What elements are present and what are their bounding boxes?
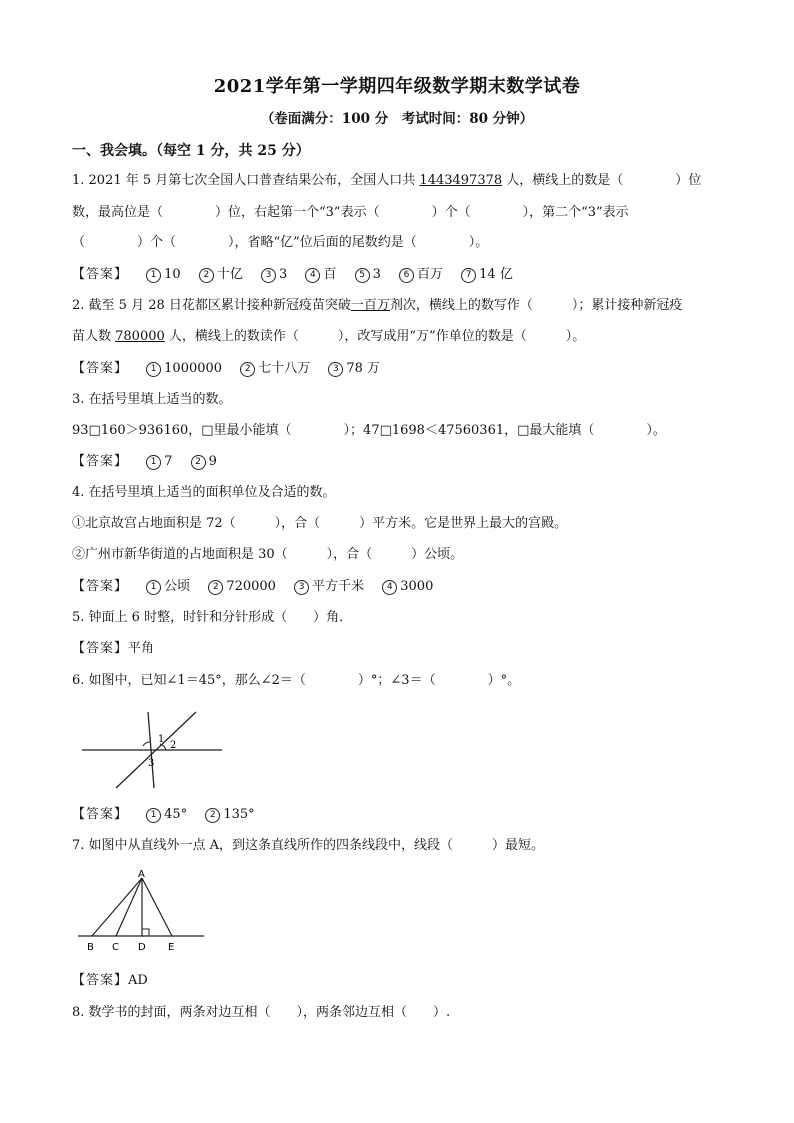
answer-item: [146, 265, 181, 285]
answer-item: [146, 359, 222, 379]
answer-number: 3: [294, 580, 309, 595]
answer-item: [208, 577, 276, 597]
q2-text: 2. 截至 5 月 28 日花都区累计接种新冠疫苗突破: [72, 298, 351, 313]
point-label-D: D: [138, 942, 146, 953]
answer-number: 2: [208, 580, 223, 595]
point-label-E: E: [168, 942, 175, 953]
q1-line3: （ ）个（ ），省略“亿”位后面的尾数约是（ ）。: [72, 235, 489, 250]
q2-underlined-text: 一百万: [350, 298, 390, 313]
answer-item: [146, 577, 190, 597]
answer-number: 1: [146, 362, 161, 377]
q6-answer: [72, 805, 722, 825]
segment-AE: [142, 878, 172, 936]
segment-AB: [92, 878, 142, 936]
answer-text: 1000000: [164, 361, 223, 376]
answer-item: [461, 265, 513, 285]
answer-number: 1: [146, 580, 161, 595]
answer-text: 7: [164, 454, 173, 469]
q4-line3: ②广州市新华街道的占地面积是 30（ ），合（ ）公顷。: [72, 547, 464, 562]
q6-line1: 6. 如图中，已知∠1＝45°，那么∠2＝（ ）°；∠3＝（ ）°。: [72, 673, 521, 688]
answer-number: 1: [146, 455, 161, 470]
q2-underlined-number: 780000: [115, 329, 165, 344]
answer-number: 4: [305, 268, 320, 283]
answer-label: 【答案】: [72, 579, 129, 594]
angle-label-3: 3: [148, 758, 155, 769]
answer-number: 1: [146, 268, 161, 283]
answer-text: 百: [323, 267, 337, 282]
answer-item: [328, 359, 380, 379]
angle-label-2: 2: [170, 740, 177, 751]
q7-answer: [72, 971, 722, 991]
answer-number: 3: [328, 362, 343, 377]
answer-text: 78 万: [346, 361, 381, 376]
q2-text: 苗人数: [72, 329, 116, 344]
right-angle-mark: [142, 929, 149, 936]
q5-answer: [72, 639, 722, 659]
page-subtitle: （卷面满分：100 分 考试时间：80 分钟）: [260, 111, 534, 127]
answer-number: 2: [240, 362, 255, 377]
answer-item: [399, 265, 443, 285]
answer-text: 135°: [223, 807, 255, 822]
answer-item: [240, 359, 310, 379]
q2-text: 剂次，横线上的数写作（ ）；累计接种新冠疫: [389, 298, 683, 313]
answer-text: 3: [372, 267, 381, 282]
segment-AC: [116, 878, 142, 936]
answer-text: AD: [128, 973, 148, 988]
q2-line1: [72, 296, 722, 316]
point-label-A: A: [138, 869, 145, 880]
answer-item: [382, 577, 433, 597]
answer-number: 4: [382, 580, 397, 595]
answer-label: 【答案】: [72, 973, 129, 988]
answer-label: 【答案】: [72, 807, 129, 822]
answer-number: 5: [355, 268, 370, 283]
answer-text: 平角: [128, 641, 155, 656]
answer-text: 百万: [417, 267, 444, 282]
answer-item: [205, 805, 254, 825]
q4-line1: 4. 在括号里填上适当的面积单位及合适的数。: [72, 485, 336, 500]
answer-label: 【答案】: [72, 361, 129, 376]
answer-item: [355, 265, 381, 285]
answer-text: 七十八万: [258, 361, 311, 376]
q2-answer: [72, 359, 722, 379]
q1-text: 1. 2021 年 5 月第七次全国人口普查结果公布，全国人口共: [72, 173, 420, 188]
q1-text: 人，横线上的数是（ ）位: [502, 173, 702, 188]
answer-item: [146, 452, 172, 472]
point-label-C: C: [112, 942, 119, 953]
answer-item: [305, 265, 336, 285]
answer-text: 公顷: [164, 579, 191, 594]
answer-number: 2: [199, 268, 214, 283]
q3-line2: 93□160＞936160，□里最小能填（ ）；47□1698＜47560361，□最大能填（ ）。: [72, 423, 666, 438]
angle-figure: [80, 708, 230, 790]
answer-text: 10: [164, 267, 181, 282]
q3-answer: [72, 452, 722, 472]
answer-text: 3: [279, 267, 288, 282]
section-heading: 一、我会填。（每空 1 分，共 25 分）: [72, 143, 310, 159]
answer-number: 2: [191, 455, 206, 470]
answer-number: 6: [399, 268, 414, 283]
answer-item: [199, 265, 243, 285]
answer-item: [294, 577, 364, 597]
answer-text: 平方千米: [312, 579, 365, 594]
answer-text: 45°: [164, 807, 188, 822]
q3-line1: 3. 在括号里填上适当的数。: [72, 392, 232, 407]
perpendicular-figure: [76, 866, 208, 960]
angle-label-1: 1: [158, 734, 165, 745]
answer-label: 【答案】: [72, 454, 129, 469]
q5-line1: 5. 钟面上 6 时整，时针和分针形成（ ）角．: [72, 610, 353, 625]
answer-number: 3: [261, 268, 276, 283]
answer-label: 【答案】: [72, 267, 129, 282]
q4-line2: ①北京故宫占地面积是 72（ ），合（ ）平方米。它是世界上最大的宫殿。: [72, 516, 568, 531]
answer-number: 1: [146, 808, 161, 823]
answer-label: 【答案】: [72, 641, 129, 656]
q4-answer: [72, 577, 722, 597]
page-title: 2021学年第一学期四年级数学期末数学试卷: [213, 76, 581, 97]
q7-line1: 7. 如图中从直线外一点 A，到这条直线所作的四条线段中，线段（ ）最短。: [72, 838, 545, 853]
answer-text: 720000: [226, 579, 276, 594]
answer-text: 十亿: [216, 267, 243, 282]
answer-item: [146, 805, 187, 825]
q1-line2: 数，最高位是（ ）位，右起第一个“3”表示（ ）个（ ），第二个“3”表示: [72, 205, 629, 220]
q1-answer: [72, 265, 722, 285]
answer-number: 7: [461, 268, 476, 283]
answer-text: 9: [208, 454, 217, 469]
q1-underlined-number: 1443497378: [419, 173, 503, 188]
answer-text: 3000: [400, 579, 434, 594]
q2-text: 人，横线上的数读作（ ），改写成用“万”作单位的数是（ ）。: [164, 329, 586, 344]
answer-item: [191, 452, 217, 472]
answer-item: [261, 265, 287, 285]
point-label-B: B: [87, 942, 94, 953]
q8-line1: 8. 数学书的封面，两条对边互相（ ），两条邻边互相（ ）.: [72, 1005, 451, 1020]
q1-line1: [72, 171, 722, 191]
answer-number: 2: [205, 808, 220, 823]
q2-line2: [72, 327, 722, 347]
answer-text: 14 亿: [479, 267, 513, 282]
